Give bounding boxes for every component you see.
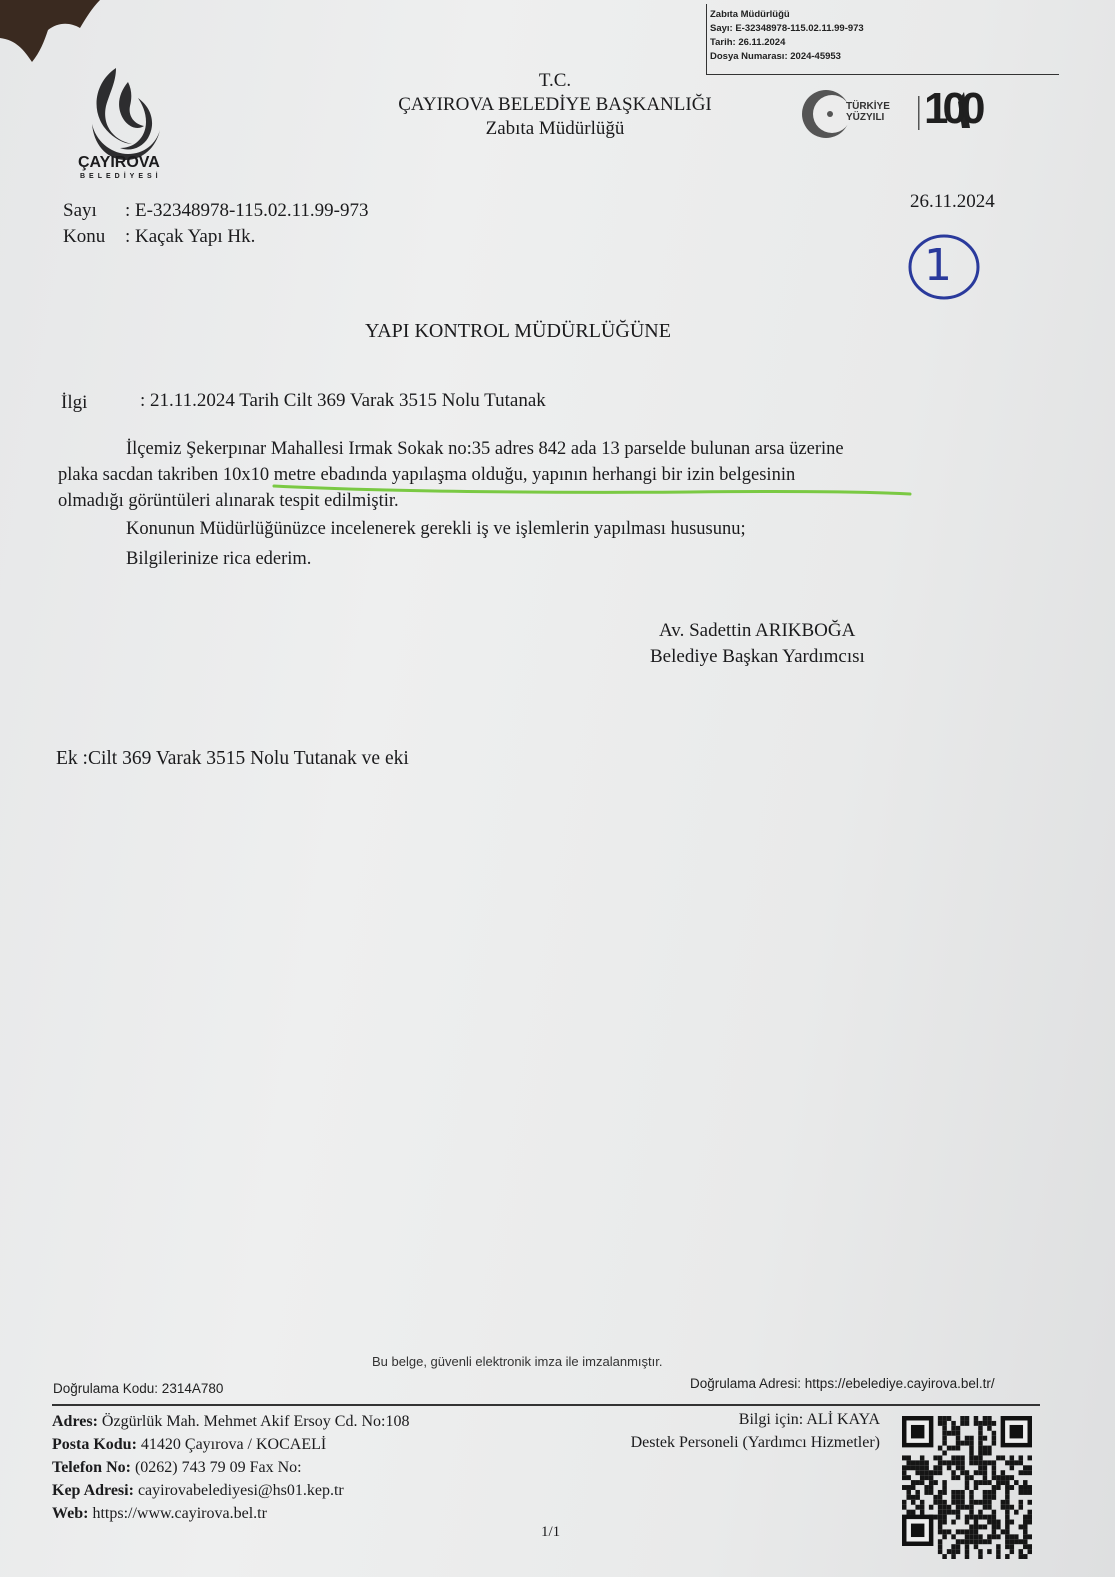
stamp-tarih: Tarih: 26.11.2024 — [710, 37, 786, 48]
footer-address — [52, 1410, 409, 1433]
highlight-underline — [270, 480, 920, 502]
footer-web-label: Web: — [52, 1505, 89, 1522]
body-line-1: İlçemiz Şekerpınar Mahallesi Irmak Sokak no:35 adres 842 ada 13 parselde bulunan arsa üzerine — [126, 439, 844, 459]
attachment-note: Ek :Cilt 369 Varak 3515 Nolu Tutanak ve eki — [56, 748, 409, 769]
registration-stamp — [710, 8, 864, 64]
footer-phone-value: (0262) 743 79 09 Fax No: — [130, 1459, 302, 1476]
footer-divider — [52, 1404, 1040, 1406]
contact-person-title: Destek Personeli (Yardımcı Hizmetler) — [630, 1434, 880, 1451]
header-tc: T.C. — [538, 70, 572, 91]
document-date: 26.11.2024 — [910, 191, 995, 212]
centenary-text — [846, 101, 890, 123]
centenary-number: 100 — [924, 84, 980, 133]
handwritten-number: 1 — [924, 240, 952, 291]
stamp-unit: Zabıta Müdürlüğü — [710, 9, 790, 20]
footer-contact — [52, 1410, 409, 1525]
body-line-3: olmadığı görüntüleri alınarak tespit edilmiştir. — [58, 491, 399, 511]
addressee: YAPI KONTROL MÜDÜRLÜĞÜNE — [365, 320, 671, 342]
header-department: Zabıta Müdürlüğü — [485, 118, 625, 139]
kep-address-link[interactable]: cayirovabelediyesi@hs01.kep.tr — [137, 1482, 344, 1499]
contact-person — [560, 1408, 880, 1454]
verification-code: Doğrulama Kodu: 2314A780 — [53, 1381, 224, 1396]
verification-address: Doğrulama Adresi: https://ebelediye.cayirova.bel.tr/ — [690, 1376, 995, 1391]
konu-value: : Kaçak Yapı Hk. — [125, 226, 256, 247]
footer-address-label: Adres: — [52, 1413, 98, 1430]
konu-label: Konu — [63, 226, 106, 247]
centenary-line2: YÜZYILI — [846, 112, 885, 123]
footer-kep — [52, 1479, 409, 1502]
qr-code-icon[interactable] — [902, 1416, 1032, 1560]
header-institution: ÇAYIROVA BELEDİYE BAŞKANLIĞI — [398, 94, 712, 115]
footer-web — [52, 1502, 409, 1525]
torn-corner — [0, 0, 130, 70]
logo-sub: BELEDİYESİ — [80, 173, 162, 180]
footer-address-value: Özgürlük Mah. Mehmet Akif Ersoy Cd. No:108 — [97, 1413, 410, 1430]
signatory-title: Belediye Başkan Yardımcısı — [650, 646, 865, 667]
footer-kep-label: Kep Adresi: — [52, 1482, 134, 1499]
footer-phone-label: Telefon No: — [52, 1459, 131, 1476]
footer-postcode-value: 41420 Çayırova / KOCAELİ — [136, 1436, 327, 1453]
logo-name: ÇAYIROVA — [78, 154, 160, 171]
footer-postcode — [52, 1433, 409, 1456]
ilgi-label: İlgi — [61, 392, 88, 413]
stamp-dosya: Dosya Numarası: 2024-45953 — [710, 51, 841, 62]
body-line-2: plaka sacdan takriben 10x10 metre ebadında yapılaşma olduğu, yapının herhangi bir izin belgesinin — [58, 465, 796, 485]
ilgi-value: : 21.11.2024 Tarih Cilt 369 Varak 3515 Nolu Tutanak — [140, 390, 546, 411]
stamp-sayi: Sayı: E-32348978-115.02.11.99-973 — [710, 23, 864, 34]
website-link[interactable]: https://www.cayirova.bel.tr — [92, 1505, 267, 1522]
signatory-name: Av. Sadettin ARIKBOĞA — [659, 620, 856, 641]
sayi-label: Sayı — [63, 200, 97, 221]
esign-note: Bu belge, güvenli elektronik imza ile imzalanmıştır. — [372, 1354, 663, 1369]
sayi-value: : E-32348978-115.02.11.99-973 — [125, 200, 369, 221]
footer-phone — [52, 1456, 409, 1479]
page-number: 1/1 — [541, 1524, 561, 1540]
contact-person-name: Bilgi için: ALİ KAYA — [738, 1411, 880, 1428]
body-line-4: Konunun Müdürlüğünüzce incelenerek gerekli iş ve işlemlerin yapılması hususunu; — [126, 519, 746, 539]
centenary-line1: TÜRKİYE — [846, 101, 890, 112]
footer-postcode-label: Posta Kodu: — [52, 1436, 137, 1453]
body-line-5: Bilgilerinize rica ederim. — [126, 549, 312, 569]
